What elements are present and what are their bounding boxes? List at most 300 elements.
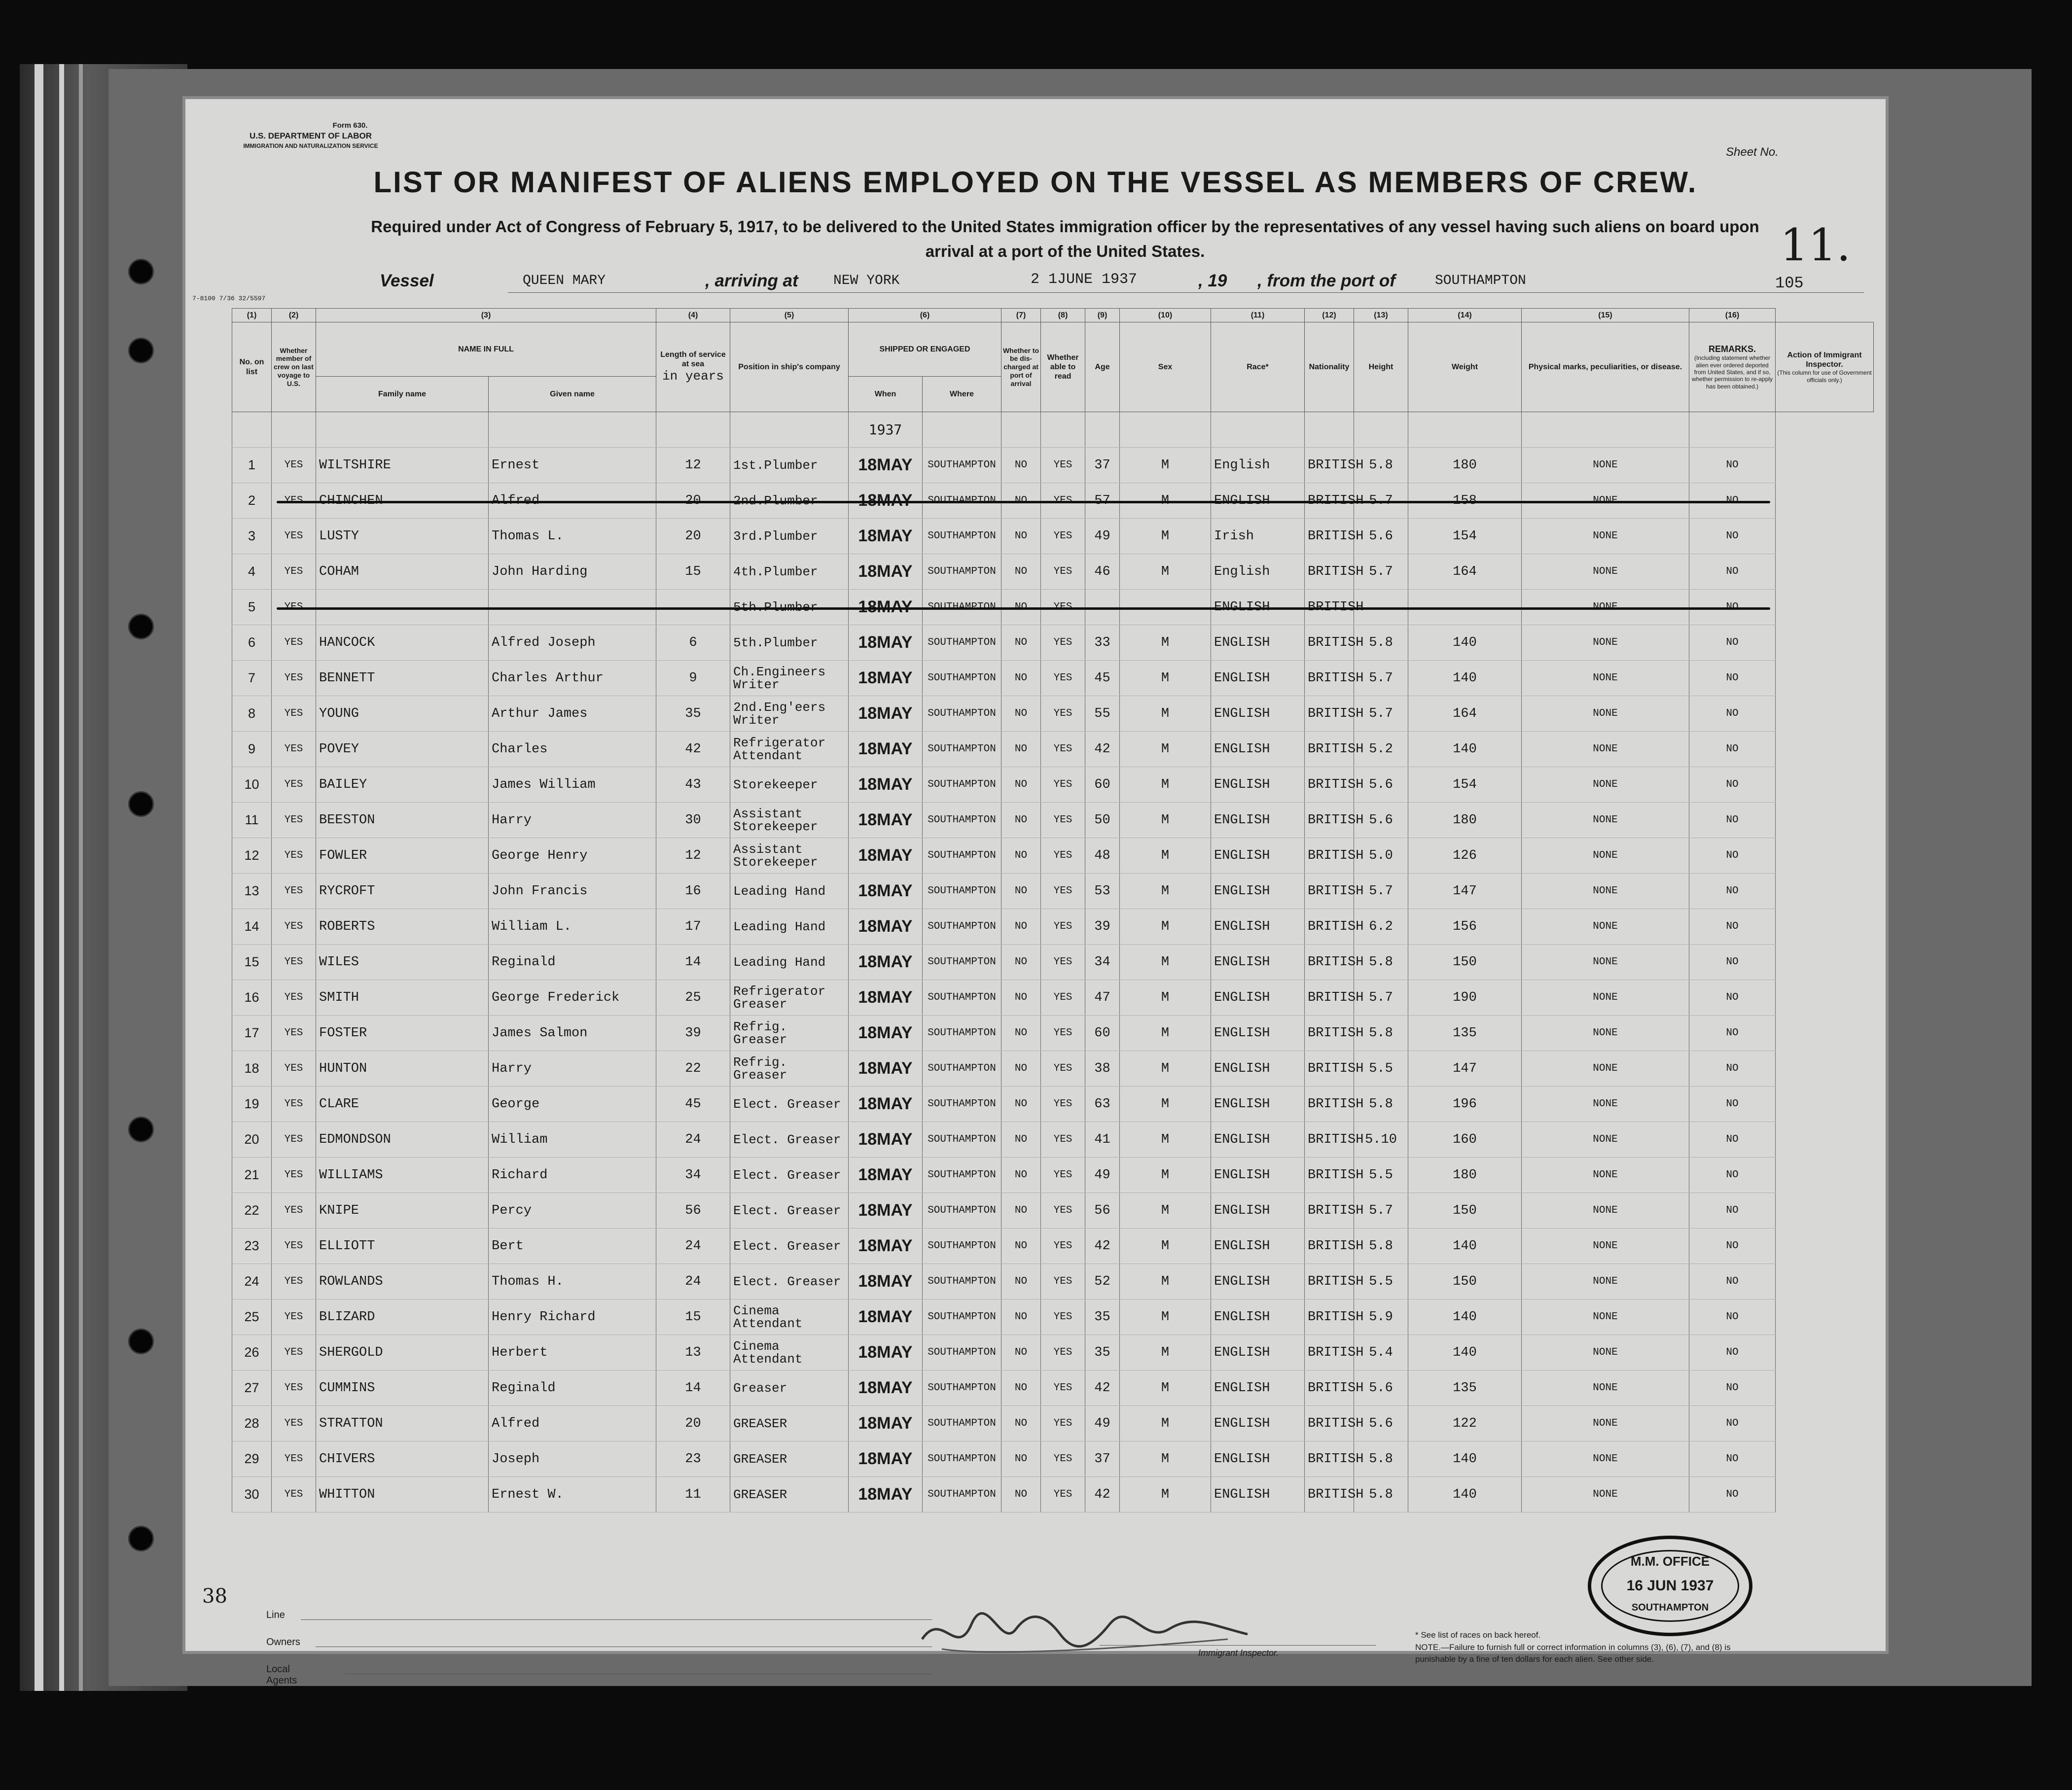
shipped-where-cell: SOUTHAMPTON xyxy=(923,980,1001,1016)
discharged-cell: NO xyxy=(1001,1406,1041,1441)
service-years-cell: 20 xyxy=(656,1406,730,1441)
remarks-cell: NO xyxy=(1689,1228,1776,1264)
discharged-cell: NO xyxy=(1001,732,1041,767)
nationality-cell: BRITISH xyxy=(1305,1370,1354,1406)
shipped-when-cell: 18MAY xyxy=(849,1335,923,1370)
given-name-cell: John Harding xyxy=(489,554,656,590)
sex-cell: M xyxy=(1120,803,1211,838)
service-years-cell: 22 xyxy=(656,1051,730,1087)
physical-marks-cell: NONE xyxy=(1522,767,1689,803)
service-years-cell: 15 xyxy=(656,1299,730,1335)
position-cell: Ch.Engineers Writer xyxy=(730,661,849,696)
discharged-cell: NO xyxy=(1001,1228,1041,1264)
able-to-read-cell: YES xyxy=(1041,1122,1085,1158)
race-cell: ENGLISH xyxy=(1211,1406,1305,1441)
row-number: 25 xyxy=(232,1299,272,1335)
shipped-where-cell: SOUTHAMPTON xyxy=(923,1051,1001,1087)
race-cell: ENGLISH xyxy=(1211,1051,1305,1087)
height-cell: 5.7 xyxy=(1354,696,1408,732)
position-cell: Cinema Attendant xyxy=(730,1335,849,1370)
position-cell: 1st.Plumber xyxy=(730,448,849,483)
family-name-cell: POVEY xyxy=(316,732,489,767)
remarks-cell: NO xyxy=(1689,625,1776,661)
last-voyage-cell: YES xyxy=(272,1051,316,1087)
punch-hole xyxy=(128,1329,154,1354)
remarks-cell: NO xyxy=(1689,1087,1776,1122)
physical-marks-cell: NONE xyxy=(1522,661,1689,696)
row-number: 19 xyxy=(232,1087,272,1122)
shipped-when-cell: 18MAY xyxy=(849,732,923,767)
height-cell: 5.6 xyxy=(1354,519,1408,554)
row-number: 18 xyxy=(232,1051,272,1087)
last-voyage-cell: YES xyxy=(272,625,316,661)
discharged-cell: NO xyxy=(1001,661,1041,696)
age-cell: 41 xyxy=(1085,1122,1120,1158)
nationality-cell: BRITISH xyxy=(1305,1264,1354,1299)
weight-cell: 154 xyxy=(1408,519,1522,554)
discharged-cell: NO xyxy=(1001,1193,1041,1228)
year-label: , 19 xyxy=(1198,271,1227,290)
shipped-when-cell: 18MAY xyxy=(849,980,923,1016)
able-to-read-cell: YES xyxy=(1041,732,1085,767)
height-cell: 5.8 xyxy=(1354,1087,1408,1122)
family-name-cell: ROBERTS xyxy=(316,909,489,945)
given-name-cell: George xyxy=(489,1087,656,1122)
header-position: Position in ship's company xyxy=(730,322,849,412)
family-name-cell: EDMONDSON xyxy=(316,1122,489,1158)
page-subtitle: Required under Act of Congress of February 5, 1917, to be delivered to the United States immigration officer by the representatives of any vessel having such aliens on board upon arrival at a port of the United States. xyxy=(371,217,1759,260)
sex-cell: M xyxy=(1120,661,1211,696)
able-to-read-cell: YES xyxy=(1041,554,1085,590)
weight-cell: 140 xyxy=(1408,732,1522,767)
race-cell: ENGLISH xyxy=(1211,909,1305,945)
sex-cell: M xyxy=(1120,980,1211,1016)
sex-cell: M xyxy=(1120,1299,1211,1335)
remarks-cell: NO xyxy=(1689,1477,1776,1512)
family-name-cell: COHAM xyxy=(316,554,489,590)
table-row xyxy=(232,661,1874,696)
page-number: 105 xyxy=(1775,274,1804,292)
race-cell: ENGLISH xyxy=(1211,767,1305,803)
physical-marks-cell: NONE xyxy=(1522,980,1689,1016)
last-voyage-cell: YES xyxy=(272,874,316,909)
row-number: 16 xyxy=(232,980,272,1016)
weight-cell: 196 xyxy=(1408,1087,1522,1122)
header-shipped-engaged: SHIPPED OR ENGAGED xyxy=(849,322,1001,377)
weight-cell: 140 xyxy=(1408,1335,1522,1370)
remarks-sub: (Including statement whether alien ever ordered deported from United States, and if so, whether permission to re-apply has been obtained.) xyxy=(1691,354,1773,390)
header-race: Race* xyxy=(1211,322,1305,412)
nationality-cell: BRITISH xyxy=(1305,732,1354,767)
shipped-when-cell: 18MAY xyxy=(849,1087,923,1122)
header-height: Height xyxy=(1354,322,1408,412)
shipped-where-cell: SOUTHAMPTON xyxy=(923,661,1001,696)
header-member-last-voyage: Whether member of crew on last voyage to U.S. xyxy=(272,322,316,412)
race-cell: ENGLISH xyxy=(1211,1122,1305,1158)
last-voyage-cell: YES xyxy=(272,696,316,732)
physical-marks-cell: NONE xyxy=(1522,1228,1689,1264)
remarks-cell: NO xyxy=(1689,980,1776,1016)
able-to-read-cell: YES xyxy=(1041,1087,1085,1122)
service-years-cell: 42 xyxy=(656,732,730,767)
able-to-read-cell: YES xyxy=(1041,803,1085,838)
nationality-cell: BRITISH xyxy=(1305,1122,1354,1158)
physical-marks-cell: NONE xyxy=(1522,1299,1689,1335)
departure-port: SOUTHAMPTON xyxy=(1435,273,1526,288)
nationality-cell: BRITISH xyxy=(1305,767,1354,803)
height-cell: 5.8 xyxy=(1354,1441,1408,1477)
shipped-where-cell: SOUTHAMPTON xyxy=(923,1441,1001,1477)
shipped-where-cell: SOUTHAMPTON xyxy=(923,696,1001,732)
shipped-when-cell: 18MAY xyxy=(849,1370,923,1406)
age-cell: 42 xyxy=(1085,1228,1120,1264)
shipped-where-cell: SOUTHAMPTON xyxy=(923,1264,1001,1299)
weight-cell: 160 xyxy=(1408,1122,1522,1158)
shipped-where-cell: SOUTHAMPTON xyxy=(923,1228,1001,1264)
discharged-cell: NO xyxy=(1001,1335,1041,1370)
remarks-cell: NO xyxy=(1689,1051,1776,1087)
age-cell: 42 xyxy=(1085,1370,1120,1406)
header-able-to-read: Whether able to read xyxy=(1041,322,1085,412)
arriving-label: , arriving at xyxy=(705,271,798,290)
discharged-cell: NO xyxy=(1001,767,1041,803)
last-voyage-cell: YES xyxy=(272,767,316,803)
row-number: 30 xyxy=(232,1477,272,1512)
table-row xyxy=(232,980,1874,1016)
able-to-read-cell: YES xyxy=(1041,1441,1085,1477)
position-cell: Elect. Greaser xyxy=(730,1087,849,1122)
position-cell: Leading Hand xyxy=(730,945,849,980)
family-name-cell: LUSTY xyxy=(316,519,489,554)
shipped-where-cell: SOUTHAMPTON xyxy=(923,803,1001,838)
sex-cell: M xyxy=(1120,1122,1211,1158)
remarks-cell: NO xyxy=(1689,448,1776,483)
race-cell: ENGLISH xyxy=(1211,1441,1305,1477)
service-years-cell: 6 xyxy=(656,625,730,661)
weight-cell: 150 xyxy=(1408,945,1522,980)
discharged-cell: NO xyxy=(1001,1264,1041,1299)
race-cell: ENGLISH xyxy=(1211,1477,1305,1512)
position-cell: Elect. Greaser xyxy=(730,1228,849,1264)
sex-cell: M xyxy=(1120,1335,1211,1370)
binder-strip xyxy=(59,64,64,1691)
shipped-when-cell: 18MAY xyxy=(849,1441,923,1477)
table-row xyxy=(232,696,1874,732)
shipped-where-cell: SOUTHAMPTON xyxy=(923,554,1001,590)
position-cell: Cinema Attendant xyxy=(730,1299,849,1335)
service-years-cell: 20 xyxy=(656,519,730,554)
discharged-cell: NO xyxy=(1001,696,1041,732)
shipped-when-cell: 18MAY xyxy=(849,625,923,661)
race-cell: ENGLISH xyxy=(1211,874,1305,909)
height-cell: 5.7 xyxy=(1354,554,1408,590)
race-cell: ENGLISH xyxy=(1211,1228,1305,1264)
height-cell: 5.8 xyxy=(1354,625,1408,661)
punch-hole xyxy=(128,614,154,639)
able-to-read-cell: YES xyxy=(1041,696,1085,732)
remarks-cell: NO xyxy=(1689,1158,1776,1193)
row-number: 17 xyxy=(232,1016,272,1051)
row-number: 22 xyxy=(232,1193,272,1228)
table-row xyxy=(232,1016,1874,1051)
discharged-cell: NO xyxy=(1001,1087,1041,1122)
punch-hole xyxy=(128,338,154,363)
service-years-cell: 24 xyxy=(656,1122,730,1158)
manifest-page xyxy=(182,96,1889,1686)
age-cell: 53 xyxy=(1085,874,1120,909)
col-num-7: (7) xyxy=(1001,309,1041,322)
family-name-cell: FOWLER xyxy=(316,838,489,874)
family-name-cell: STRATTON xyxy=(316,1406,489,1441)
table-row xyxy=(232,909,1874,945)
position-cell: Elect. Greaser xyxy=(730,1122,849,1158)
shipped-where-cell: SOUTHAMPTON xyxy=(923,1370,1001,1406)
race-cell: ENGLISH xyxy=(1211,661,1305,696)
age-cell: 37 xyxy=(1085,1441,1120,1477)
remarks-cell: NO xyxy=(1689,803,1776,838)
service-years-cell: 11 xyxy=(656,1477,730,1512)
family-name-cell: WILTSHIRE xyxy=(316,448,489,483)
shipped-when-cell: 18MAY xyxy=(849,909,923,945)
nationality-cell: BRITISH xyxy=(1305,1299,1354,1335)
shipped-when-cell: 18MAY xyxy=(849,1228,923,1264)
discharged-cell: NO xyxy=(1001,874,1041,909)
family-name-cell: CHIVERS xyxy=(316,1441,489,1477)
department: U.S. DEPARTMENT OF LABOR xyxy=(249,131,372,141)
able-to-read-cell: YES xyxy=(1041,625,1085,661)
stamp-date: 16 JUN 1937 xyxy=(1626,1578,1714,1594)
sex-cell: M xyxy=(1120,945,1211,980)
form-header xyxy=(237,121,385,150)
physical-marks-cell: NONE xyxy=(1522,803,1689,838)
header-nationality: Nationality xyxy=(1305,322,1354,412)
position-cell: 4th.Plumber xyxy=(730,554,849,590)
arrival-date: 2 1JUNE 1937 xyxy=(1031,271,1138,288)
nationality-cell: BRITISH xyxy=(1305,945,1354,980)
length-service-label: Length of service at sea xyxy=(660,350,726,368)
discharged-cell: NO xyxy=(1001,448,1041,483)
nationality-cell: BRITISH xyxy=(1305,696,1354,732)
remarks-cell: NO xyxy=(1689,838,1776,874)
able-to-read-cell: YES xyxy=(1041,448,1085,483)
able-to-read-cell: YES xyxy=(1041,661,1085,696)
age-cell: 60 xyxy=(1085,1016,1120,1051)
table-row xyxy=(232,519,1874,554)
age-cell: 48 xyxy=(1085,838,1120,874)
weight-cell: 140 xyxy=(1408,1299,1522,1335)
in-years-label: in years xyxy=(662,369,724,384)
signature-line xyxy=(1100,1645,1376,1646)
weight-cell: 147 xyxy=(1408,1051,1522,1087)
nationality-cell: BRITISH xyxy=(1305,1477,1354,1512)
sex-cell: M xyxy=(1120,1158,1211,1193)
height-cell: 5.2 xyxy=(1354,732,1408,767)
able-to-read-cell: YES xyxy=(1041,838,1085,874)
sex-cell: M xyxy=(1120,1370,1211,1406)
service: IMMIGRATION AND NATURALIZATION SERVICE xyxy=(243,142,378,150)
able-to-read-cell: YES xyxy=(1041,945,1085,980)
service-years-cell: 13 xyxy=(656,1335,730,1370)
shipped-when-cell: 18MAY xyxy=(849,874,923,909)
form-number: Form 630. xyxy=(332,121,368,130)
row-number: 26 xyxy=(232,1335,272,1370)
race-cell: ENGLISH xyxy=(1211,696,1305,732)
weight-cell: 135 xyxy=(1408,1016,1522,1051)
given-name-cell: Bert xyxy=(489,1228,656,1264)
crew-manifest-table xyxy=(232,308,1874,1512)
shipped-when-cell: 18MAY xyxy=(849,696,923,732)
remarks-cell: NO xyxy=(1689,1335,1776,1370)
last-voyage-cell: YES xyxy=(272,1441,316,1477)
position-cell: Elect. Greaser xyxy=(730,1158,849,1193)
punch-hole xyxy=(128,1117,154,1142)
height-cell: 5.0 xyxy=(1354,838,1408,874)
owners-label: Owners xyxy=(266,1637,300,1648)
row-number: 11 xyxy=(232,803,272,838)
physical-marks-cell: NONE xyxy=(1522,625,1689,661)
shipped-when-cell: 18MAY xyxy=(849,1264,923,1299)
remarks-label: REMARKS. xyxy=(1708,344,1756,354)
nationality-cell: BRITISH xyxy=(1305,625,1354,661)
height-cell: 5.6 xyxy=(1354,767,1408,803)
nationality-cell: BRITISH xyxy=(1305,1335,1354,1370)
position-cell: 5th.Plumber xyxy=(730,625,849,661)
family-name-cell: BLIZARD xyxy=(316,1299,489,1335)
weight-cell: 164 xyxy=(1408,554,1522,590)
position-cell: Assistant Storekeeper xyxy=(730,803,849,838)
shipped-when-cell: 18MAY xyxy=(849,448,923,483)
position-cell: Refrig. Greaser xyxy=(730,1051,849,1087)
shipped-when-cell: 18MAY xyxy=(849,1299,923,1335)
last-voyage-cell: YES xyxy=(272,661,316,696)
position-cell: 2nd.Eng'eers Writer xyxy=(730,696,849,732)
given-name-cell: William L. xyxy=(489,909,656,945)
race-cell: Irish xyxy=(1211,519,1305,554)
able-to-read-cell: YES xyxy=(1041,1406,1085,1441)
shipped-when-cell: 18MAY xyxy=(849,1158,923,1193)
service-years-cell: 35 xyxy=(656,696,730,732)
weight-cell: 147 xyxy=(1408,874,1522,909)
nationality-cell: BRITISH xyxy=(1305,803,1354,838)
remarks-cell: NO xyxy=(1689,1264,1776,1299)
last-voyage-cell: YES xyxy=(272,909,316,945)
service-years-cell: 17 xyxy=(656,909,730,945)
remarks-cell: NO xyxy=(1689,554,1776,590)
nationality-cell: BRITISH xyxy=(1305,554,1354,590)
age-cell: 55 xyxy=(1085,696,1120,732)
age-cell: 35 xyxy=(1085,1299,1120,1335)
height-cell: 6.2 xyxy=(1354,909,1408,945)
weight-cell: 135 xyxy=(1408,1370,1522,1406)
height-cell: 5.6 xyxy=(1354,803,1408,838)
nationality-cell: BRITISH xyxy=(1305,874,1354,909)
punch-hole xyxy=(128,259,154,284)
crew-rows xyxy=(232,412,1874,1512)
family-name-cell: SHERGOLD xyxy=(316,1335,489,1370)
header-weight: Weight xyxy=(1408,322,1522,412)
sex-cell: M xyxy=(1120,1193,1211,1228)
header-when: When xyxy=(849,377,923,412)
sex-cell: M xyxy=(1120,1087,1211,1122)
table-row xyxy=(232,803,1874,838)
shipped-when-cell: 18MAY xyxy=(849,945,923,980)
given-name-cell: Henry Richard xyxy=(489,1299,656,1335)
remarks-cell: NO xyxy=(1689,767,1776,803)
given-name-cell: George Frederick xyxy=(489,980,656,1016)
age-cell: 60 xyxy=(1085,767,1120,803)
table-row xyxy=(232,1228,1874,1264)
table-row xyxy=(232,448,1874,483)
family-name-cell: HUNTON xyxy=(316,1051,489,1087)
race-cell: ENGLISH xyxy=(1211,945,1305,980)
age-cell: 33 xyxy=(1085,625,1120,661)
action-sub: (This column for use of Government officials only.) xyxy=(1777,369,1872,384)
physical-marks-cell: NONE xyxy=(1522,1087,1689,1122)
age-cell: 37 xyxy=(1085,448,1120,483)
remarks-cell: NO xyxy=(1689,696,1776,732)
physical-marks-cell: NONE xyxy=(1522,1051,1689,1087)
year-written: 1937 xyxy=(849,412,923,448)
print-code: 7-8100 7/36 32/5597 xyxy=(192,295,266,302)
given-name-cell: James Salmon xyxy=(489,1016,656,1051)
position-cell: Elect. Greaser xyxy=(730,1193,849,1228)
last-voyage-cell: YES xyxy=(272,1335,316,1370)
remarks-cell: NO xyxy=(1689,1299,1776,1335)
height-cell: 5.9 xyxy=(1354,1299,1408,1335)
service-years-cell: 30 xyxy=(656,803,730,838)
physical-marks-cell: NONE xyxy=(1522,732,1689,767)
age-cell: 39 xyxy=(1085,909,1120,945)
stamp-bottom-text: SOUTHAMPTON xyxy=(1631,1602,1709,1613)
col-num-12: (12) xyxy=(1305,309,1354,322)
family-name-cell: FOSTER xyxy=(316,1016,489,1051)
service-years-cell: 12 xyxy=(656,448,730,483)
shipped-when-cell: 18MAY xyxy=(849,838,923,874)
race-cell: ENGLISH xyxy=(1211,1264,1305,1299)
weight-cell: 190 xyxy=(1408,980,1522,1016)
table-row xyxy=(232,1299,1874,1335)
physical-marks-cell: NONE xyxy=(1522,838,1689,874)
col-num-2: (2) xyxy=(272,309,316,322)
table-row xyxy=(232,625,1874,661)
given-name-cell: Charles Arthur xyxy=(489,661,656,696)
shipped-where-cell: SOUTHAMPTON xyxy=(923,519,1001,554)
header-discharged: Whether to be dis-charged at port of arrival xyxy=(1001,322,1041,412)
family-name-cell: BAILEY xyxy=(316,767,489,803)
family-name-cell: CLARE xyxy=(316,1087,489,1122)
physical-marks-cell: NONE xyxy=(1522,448,1689,483)
given-name-cell: Ernest W. xyxy=(489,1477,656,1512)
last-voyage-cell: YES xyxy=(272,1122,316,1158)
table-row xyxy=(232,1264,1874,1299)
col-num-13: (13) xyxy=(1354,309,1408,322)
race-cell: English xyxy=(1211,554,1305,590)
punch-hole xyxy=(128,791,154,817)
sex-cell: M xyxy=(1120,838,1211,874)
shipped-where-cell: SOUTHAMPTON xyxy=(923,874,1001,909)
remarks-cell: NO xyxy=(1689,1193,1776,1228)
table-row xyxy=(232,1087,1874,1122)
table-row xyxy=(232,1158,1874,1193)
shipped-when-cell: 18MAY xyxy=(849,519,923,554)
shipped-where-cell: SOUTHAMPTON xyxy=(923,1087,1001,1122)
shipped-where-cell: SOUTHAMPTON xyxy=(923,1477,1001,1512)
binder-strip xyxy=(79,64,83,1691)
row-number: 2 xyxy=(232,483,272,519)
vessel-label: Vessel xyxy=(380,271,434,290)
last-voyage-cell: YES xyxy=(272,732,316,767)
remarks-cell: NO xyxy=(1689,1016,1776,1051)
